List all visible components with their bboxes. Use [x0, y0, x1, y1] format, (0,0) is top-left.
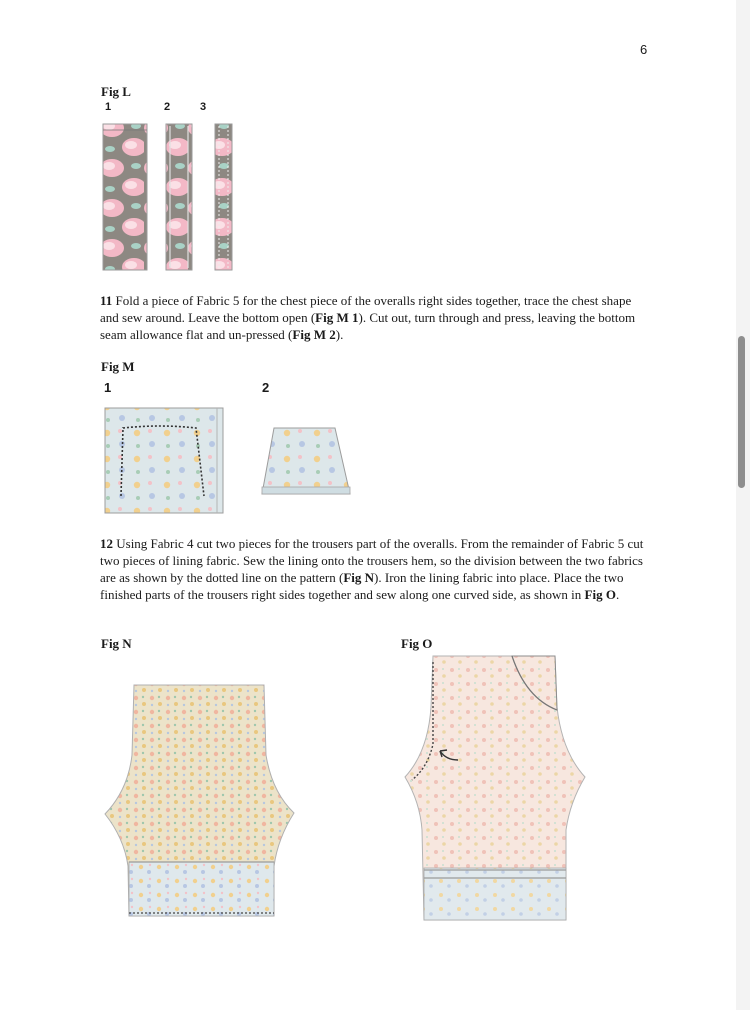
scrollbar-thumb[interactable]	[738, 336, 745, 488]
fig-n-label: Fig N	[101, 636, 132, 651]
step-12-text-1: Using Fabric 4 cut two pieces for the trousers part of the overalls. From the remainder of Fabric 5 cut two pieces of lining fabric. Sew the lining onto the trousers hem, so the division between the two fabrics are as shown by the dotted line on the pattern (	[100, 536, 644, 585]
fig-l-strips-illustration	[100, 118, 240, 278]
step-12-ref-2: Fig O	[584, 587, 616, 602]
step-11-number: 11	[100, 293, 113, 308]
fig-l-strip-3	[215, 124, 232, 270]
step-11-text-3: ).	[335, 327, 344, 342]
fig-n-trousers-illustration	[100, 680, 300, 925]
fig-l-number-3: 3	[200, 101, 207, 113]
step-11-ref-1: Fig M 1	[315, 310, 359, 325]
fig-o-label: Fig O	[401, 636, 433, 651]
step-11-text-2: ). Cut out, turn through and press, leaving the bottom seam allowance flat and un-pressed (	[100, 310, 636, 342]
fig-l-strip-1	[103, 124, 147, 270]
fig-o-lining	[424, 868, 566, 920]
step-12-text-3: .	[615, 587, 620, 602]
step-12-number: 12	[100, 536, 113, 551]
step-12-paragraph	[100, 535, 648, 603]
fig-l-number-1: 1	[105, 101, 112, 113]
page-number: 6	[640, 42, 648, 57]
step-12-text-2: ). Iron the lining fabric into place. Place the two finished parts of the trousers right sides together and sew along one curved side, as shown in	[100, 570, 624, 602]
fig-l-number-2: 2	[164, 101, 171, 113]
fig-n-lining	[129, 862, 274, 916]
fig-m-piece-1	[105, 408, 223, 513]
step-11-paragraph	[100, 292, 648, 343]
fig-m-number-2: 2	[262, 380, 270, 395]
step-11-ref-2: Fig M 2	[292, 327, 336, 342]
step-12-ref-1: Fig N	[343, 570, 375, 585]
fig-m-piece-2	[262, 428, 350, 494]
fig-l-strip-2	[166, 124, 192, 270]
scrollbar-track[interactable]	[736, 0, 750, 1010]
step-11-text-1: Fold a piece of Fabric 5 for the chest piece of the overalls right sides together, trace the chest shape and sew around. Leave the bottom open (	[100, 293, 632, 325]
fig-o-trousers-illustration	[400, 652, 600, 927]
fig-m-chest-pieces-illustration	[100, 400, 360, 520]
fig-m-number-1: 1	[104, 380, 112, 395]
fig-l-label: Fig L	[101, 84, 131, 99]
fig-m-label: Fig M	[101, 359, 135, 374]
